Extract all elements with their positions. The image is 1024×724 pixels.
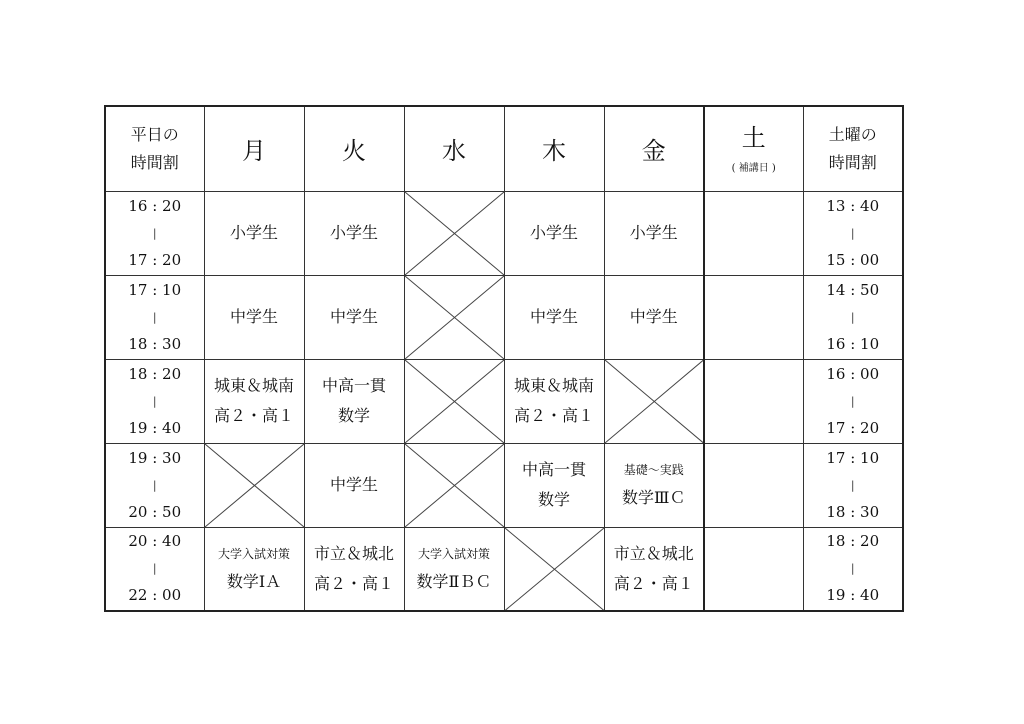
class-cell-thu xyxy=(504,443,604,527)
class-line: 高２・高１ xyxy=(313,573,394,593)
period-row xyxy=(105,443,903,527)
time-start: 16 : 00 xyxy=(826,364,880,383)
time-end: 18 : 30 xyxy=(826,502,880,521)
time-start: 14 : 50 xyxy=(826,280,880,299)
class-line: 基礎～実践 xyxy=(623,463,684,477)
time-sep: | xyxy=(152,478,157,492)
class-line: 高２・高１ xyxy=(513,406,594,425)
no-class-cell-wed xyxy=(404,443,504,527)
class-cell-wed xyxy=(404,527,504,611)
day-header-tue: 火 xyxy=(304,106,404,191)
class-cell-mon xyxy=(204,359,304,443)
no-class-cell-wed xyxy=(404,191,504,275)
cross-out-mark xyxy=(405,276,504,359)
time-end: 17 : 20 xyxy=(826,418,880,437)
class-line: 数学ⅡＢＣ xyxy=(416,571,492,591)
saturday-class-cell xyxy=(704,359,803,443)
saturday-class-cell xyxy=(704,275,803,359)
class-line: 数学 xyxy=(337,406,370,425)
saturday-time-cell xyxy=(803,443,903,527)
time-end: 19 : 40 xyxy=(826,586,880,605)
class-line: 高２・高１ xyxy=(213,406,294,425)
class-cell-mon xyxy=(204,191,304,275)
time-start: 17 : 10 xyxy=(826,448,880,467)
saturday-time-header-line2: 時間割 xyxy=(828,152,877,172)
class-cell-fri xyxy=(604,275,704,359)
weekday-time-cell xyxy=(105,359,204,443)
cross-out-mark xyxy=(605,360,704,443)
time-start: 18 : 20 xyxy=(128,364,182,383)
header-row xyxy=(105,106,903,191)
cross-out-mark xyxy=(205,444,304,527)
time-start: 19 : 30 xyxy=(128,448,182,467)
class-line: 小学生 xyxy=(529,223,578,242)
class-cell-tue xyxy=(304,443,404,527)
time-end: 17 : 20 xyxy=(128,250,182,269)
class-line: 大学入試対策 xyxy=(417,546,490,561)
class-cell-fri xyxy=(604,443,704,527)
day-header-mon: 月 xyxy=(204,106,304,191)
no-class-cell-mon xyxy=(204,443,304,527)
day-header-thu: 木 xyxy=(504,106,604,191)
saturday-time-cell xyxy=(803,359,903,443)
period-row xyxy=(105,191,903,275)
class-line: 市立＆城北 xyxy=(313,543,394,563)
class-cell-tue xyxy=(304,359,404,443)
weekday-time-header xyxy=(105,106,204,191)
class-cell-fri xyxy=(604,191,704,275)
saturday-time-cell xyxy=(803,527,903,611)
time-end: 15 : 00 xyxy=(826,250,880,269)
class-cell-fri xyxy=(604,527,704,611)
saturday-time-header xyxy=(803,106,903,191)
time-start: 20 : 40 xyxy=(128,532,182,551)
time-end: 20 : 50 xyxy=(128,502,182,521)
period-row xyxy=(105,359,903,443)
saturday-label: 土 xyxy=(741,124,766,153)
time-start: 18 : 20 xyxy=(826,532,880,551)
class-line: 城東＆城南 xyxy=(513,376,594,395)
class-line: 中学生 xyxy=(229,307,278,326)
class-line: 中高一貫 xyxy=(321,376,386,395)
time-sep: | xyxy=(152,310,157,324)
weekday-time-cell xyxy=(105,191,204,275)
cross-out-mark xyxy=(505,528,604,611)
weekday-time-cell xyxy=(105,275,204,359)
weekday-time-cell xyxy=(105,527,204,611)
time-sep: | xyxy=(850,226,855,240)
class-line: 大学入試対策 xyxy=(217,546,290,561)
day-header-sat xyxy=(704,106,803,191)
cross-out-mark xyxy=(405,192,504,275)
no-class-cell-thu xyxy=(504,527,604,611)
timetable-body xyxy=(105,191,903,611)
time-start: 13 : 40 xyxy=(826,196,880,215)
class-line: 数学ⅠＡ xyxy=(226,571,282,591)
saturday-class-cell xyxy=(704,191,803,275)
class-line: 中学生 xyxy=(329,307,378,326)
time-sep: | xyxy=(152,394,157,408)
day-header-wed: 水 xyxy=(404,106,504,191)
class-cell-mon xyxy=(204,527,304,611)
time-sep: | xyxy=(850,394,855,408)
time-end: 19 : 40 xyxy=(128,418,182,437)
timetable xyxy=(104,105,904,612)
class-line: 中学生 xyxy=(629,307,678,326)
time-sep: | xyxy=(850,310,855,324)
class-line: 市立＆城北 xyxy=(613,543,694,563)
weekday-time-header-line1: 平日の xyxy=(130,124,179,144)
time-end: 18 : 30 xyxy=(128,334,182,353)
no-class-cell-wed xyxy=(404,359,504,443)
day-header-fri: 金 xyxy=(604,106,704,191)
class-line: 数学 xyxy=(537,490,570,509)
time-end: 16 : 10 xyxy=(826,334,880,353)
class-line: 数学ⅢＣ xyxy=(622,488,686,507)
no-class-cell-fri xyxy=(604,359,704,443)
class-cell-thu xyxy=(504,191,604,275)
class-line: 中学生 xyxy=(329,475,378,494)
time-sep: | xyxy=(850,478,855,492)
class-line: 中学生 xyxy=(529,307,578,326)
class-line: 小学生 xyxy=(629,223,678,242)
period-row xyxy=(105,275,903,359)
class-cell-thu xyxy=(504,359,604,443)
class-cell-thu xyxy=(504,275,604,359)
saturday-time-cell xyxy=(803,275,903,359)
class-cell-tue xyxy=(304,527,404,611)
class-cell-tue xyxy=(304,191,404,275)
class-line: 城東＆城南 xyxy=(213,376,294,395)
class-cell-tue xyxy=(304,275,404,359)
time-sep: | xyxy=(152,562,157,576)
time-end: 22 : 00 xyxy=(128,586,182,605)
weekday-time-cell xyxy=(105,443,204,527)
saturday-class-cell xyxy=(704,443,803,527)
class-line: 中高一貫 xyxy=(521,460,586,479)
weekday-time-header-line2: 時間割 xyxy=(130,152,179,172)
period-row xyxy=(105,527,903,611)
time-sep: | xyxy=(850,562,855,576)
cross-out-mark xyxy=(405,360,504,443)
saturday-note: ( 補講日 ) xyxy=(731,163,776,175)
class-line: 小学生 xyxy=(329,223,378,242)
no-class-cell-wed xyxy=(404,275,504,359)
time-start: 16 : 20 xyxy=(128,196,182,215)
time-start: 17 : 10 xyxy=(128,280,182,299)
saturday-class-cell xyxy=(704,527,803,611)
class-cell-mon xyxy=(204,275,304,359)
saturday-time-cell xyxy=(803,191,903,275)
class-line: 小学生 xyxy=(229,223,278,242)
cross-out-mark xyxy=(405,444,504,527)
saturday-time-header-line1: 土曜の xyxy=(828,124,877,144)
time-sep: | xyxy=(152,226,157,240)
class-line: 高２・高１ xyxy=(613,573,694,593)
